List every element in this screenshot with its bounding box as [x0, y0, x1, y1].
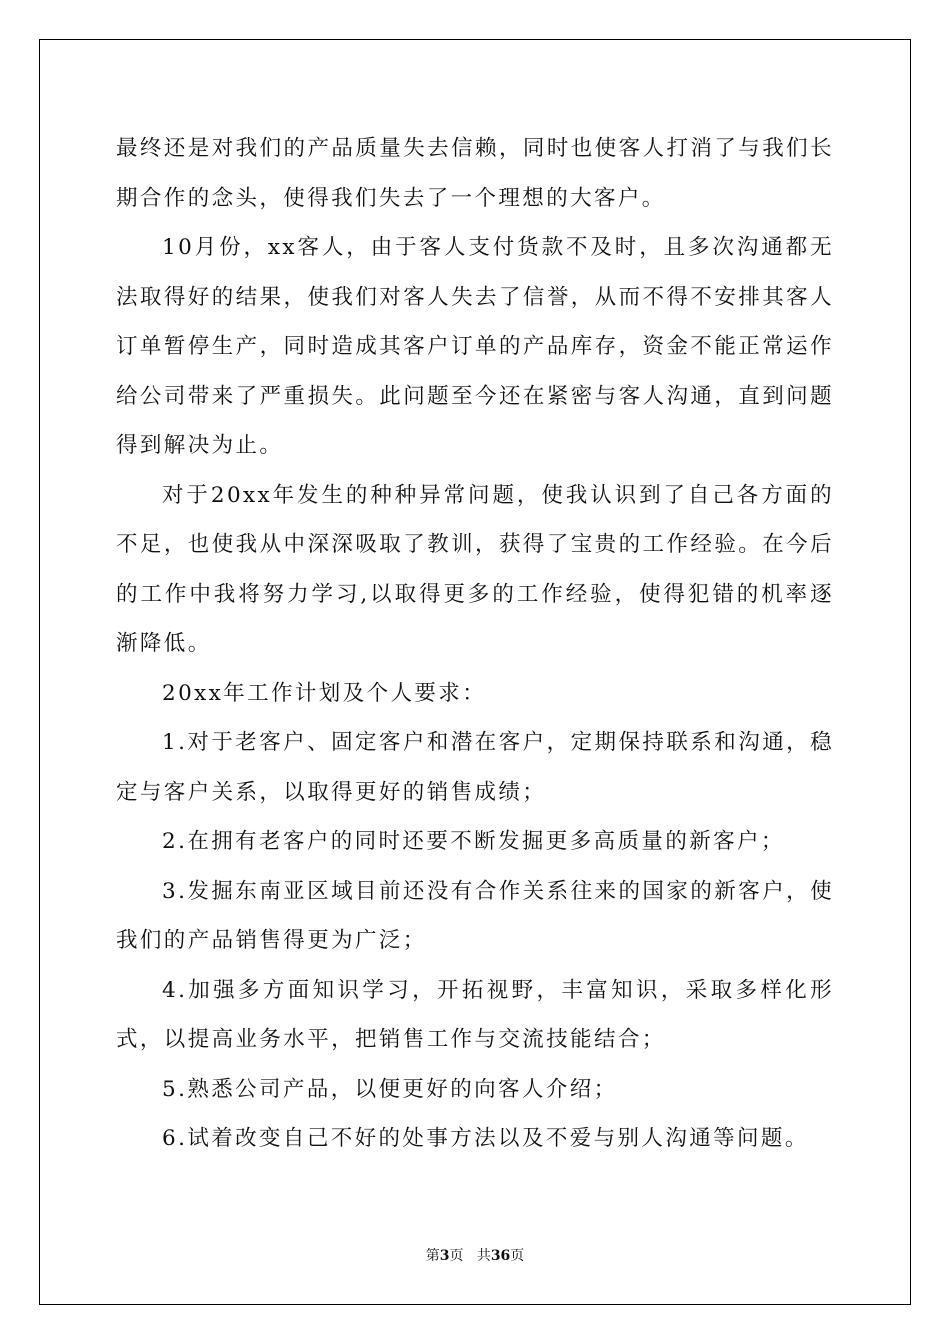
list-item: 1.对于老客户、固定客户和潜在客户，定期保持联系和沟通，稳定与客户关系，以取得更好的销售成绩； [116, 730, 834, 805]
page-number: 第3页 [425, 1248, 464, 1264]
paragraph: 对于20xx年发生的种种异常问题，使我认识到了自己各方面的不足，也使我从中深深吸取了教训，获得了宝贵的工作经验。在今后的工作中我将努力学习,以取得更多的工作经验，使得犯错的机率逐渐降低。 [116, 482, 834, 656]
list-item: 4.加强多方面知识学习，开拓视野，丰富知识，采取多样化形式，以提高业务水平，把销售工作与交流技能结合； [116, 977, 834, 1052]
list-item: 5.熟悉公司产品，以便更好的向客人介绍； [162, 1076, 618, 1102]
paragraph: 10月份，xx客人，由于客人支付货款不及时，且多次沟通都无法取得好的结果，使我们对客人失去了信誉，从而不得不安排其客人订单暂停生产，同时造成其客户订单的产品库存，资金不能正常运作给公司带来了严重损失。此问题至今还在紧密与客人沟通，直到问题得到解决为止。 [116, 235, 834, 458]
page-footer [0, 1245, 950, 1265]
page-total: 共36页 [476, 1248, 525, 1264]
document-body [116, 124, 834, 1164]
list-item: 3.发掘东南亚区域目前还没有合作关系往来的国家的新客户，使我们的产品销售得更为广泛； [116, 878, 834, 953]
section-heading: 20xx年工作计划及个人要求： [162, 680, 487, 706]
paragraph: 最终还是对我们的产品质量失去信赖，同时也使客人打消了与我们长期合作的念头，使得我们失去了一个理想的大客户。 [116, 136, 834, 211]
list-item: 2.在拥有老客户的同时还要不断发掘更多高质量的新客户； [162, 829, 785, 854]
list-item: 6.试着改变自己不好的处事方法以及不爱与别人沟通等问题。 [162, 1126, 809, 1151]
